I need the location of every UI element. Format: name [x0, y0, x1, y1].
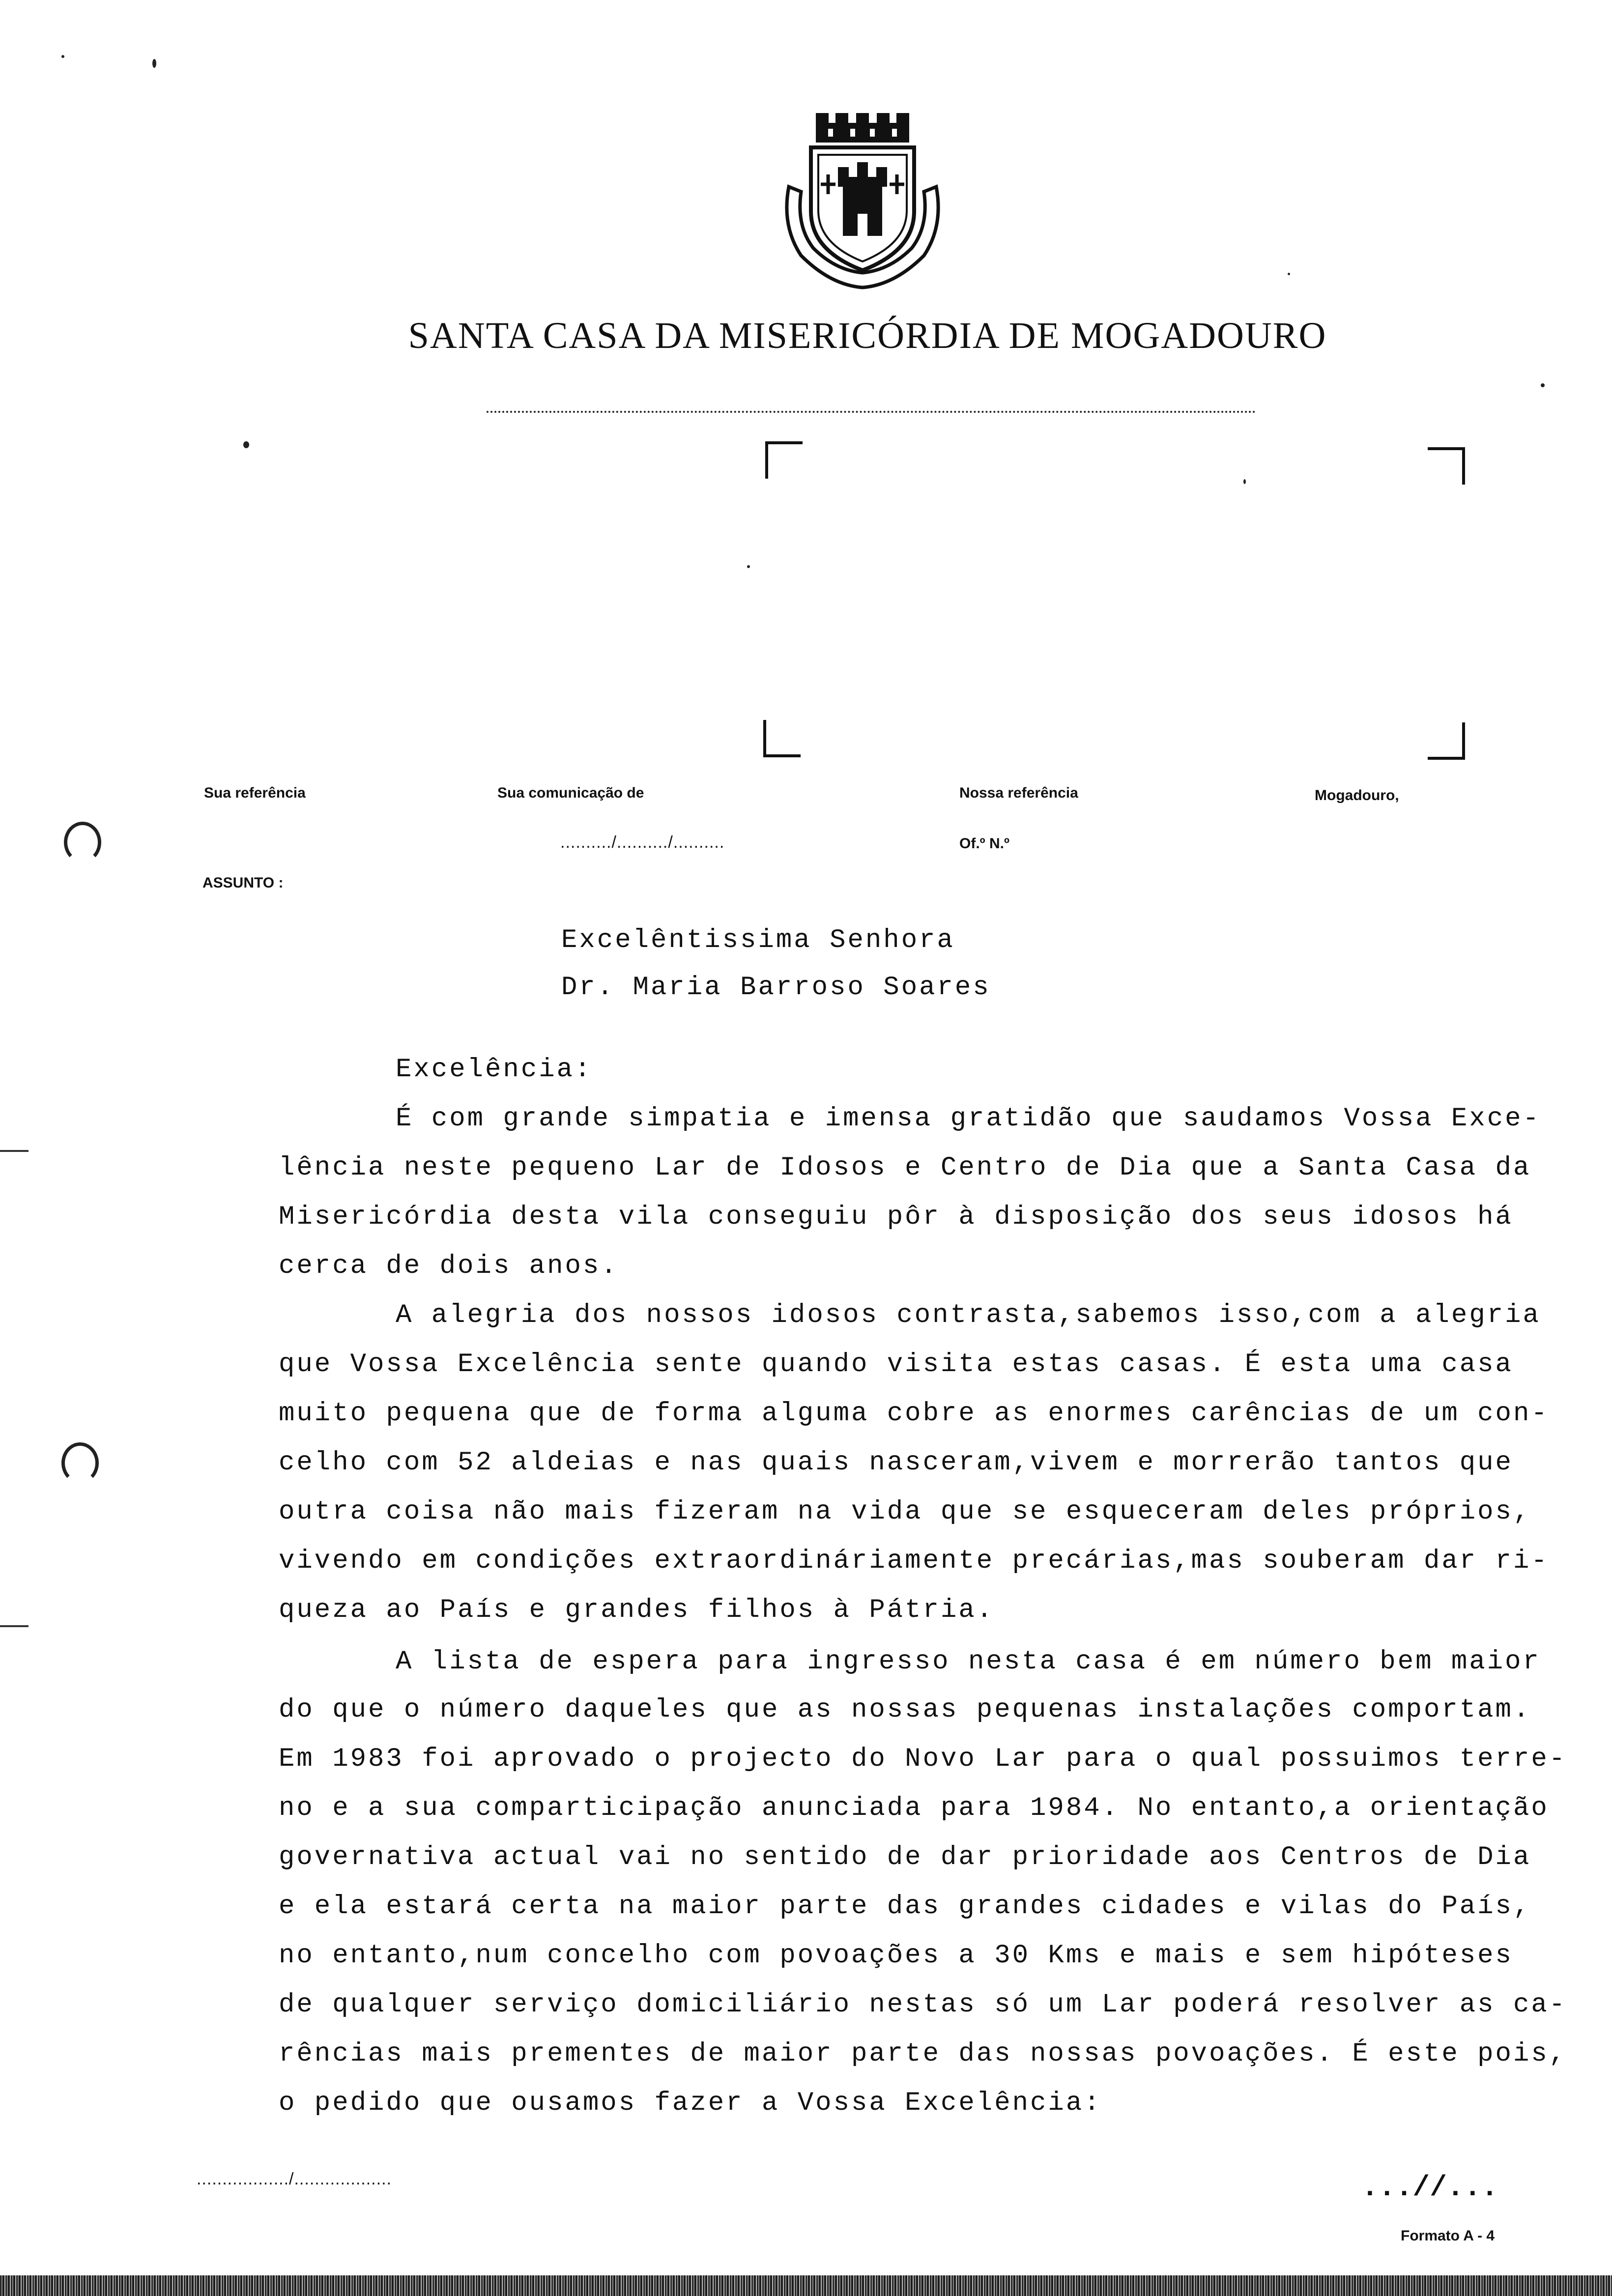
body-line: cerca de dois anos. — [279, 1251, 619, 1281]
body-line: Misericórdia desta vila conseguiu pôr à disposição dos seus idosos há — [279, 1202, 1513, 1232]
scan-speck — [243, 441, 249, 448]
address-window-corner-top-right — [1428, 447, 1465, 485]
scan-speck — [61, 55, 64, 58]
body-line: lência neste pequeno Lar de Idosos e Centro de Dia que a Santa Casa da — [279, 1153, 1531, 1183]
sua-comunicacao-label: Sua comunicação de — [497, 785, 644, 801]
scan-speck — [1288, 273, 1290, 275]
greeting: Excelência: — [396, 1055, 593, 1085]
organization-title: SANTA CASA DA MISERICÓRDIA DE MOGADOURO — [408, 315, 1327, 356]
title-dotted-rule — [487, 411, 1256, 413]
sua-referencia-label: Sua referência — [204, 785, 306, 801]
body-line: de qualquer serviço domiciliário nestas só um Lar poderá resolver as ca- — [279, 1990, 1567, 2020]
scan-edge-strip — [0, 2275, 1612, 2296]
paper-format-label: Formato A - 4 — [1401, 2228, 1495, 2244]
body-line: vivendo em condições extraordináriamente precárias,mas souberam dar ri- — [279, 1546, 1549, 1576]
scan-speck — [152, 59, 156, 68]
body-line: que Vossa Excelência sente quando visita estas casas. É esta uma casa — [279, 1349, 1513, 1379]
date-field: ........../........../.......... — [560, 833, 725, 852]
body-line: do que o número daqueles que as nossas pequenas instalações comportam. — [279, 1695, 1531, 1725]
body-line: governativa actual vai no sentido de dar prioridade aos Centros de Dia — [279, 1842, 1531, 1872]
body-line: queza ao País e grandes filhos à Pátria. — [279, 1595, 995, 1625]
body-line: muito pequena que de forma alguma cobre as enormes carências de um con- — [279, 1399, 1549, 1429]
margin-fold-mark — [0, 1625, 29, 1627]
address-window-corner-bottom-right — [1428, 722, 1465, 760]
body-line: o pedido que ousamos fazer a Vossa Excelência: — [279, 2088, 1102, 2118]
recipient-name: Dr. Maria Barroso Soares — [561, 973, 991, 1003]
body-line: É com grande simpatia e imensa gratidão que saudamos Vossa Exce- — [396, 1104, 1541, 1134]
punch-hole-top — [64, 822, 101, 863]
place-label: Mogadouro, — [1315, 787, 1399, 804]
assunto-label: ASSUNTO : — [202, 875, 284, 891]
address-window-corner-bottom-left — [763, 720, 801, 757]
address-window-corner-top-left — [765, 441, 803, 479]
body-line: Em 1983 foi aprovado o projecto do Novo Lar para o qual possuimos terre- — [279, 1744, 1567, 1774]
body-line: celho com 52 aldeias e nas quais nasceram,vivem e morrerão tantos que — [279, 1448, 1513, 1478]
coat-of-arms-icon — [781, 113, 944, 290]
continued-mark: ...//... — [1361, 2172, 1498, 2204]
scan-speck — [1243, 479, 1246, 484]
nossa-referencia-label: Nossa referência — [959, 785, 1078, 801]
body-line: e ela estará certa na maior parte das grandes cidades e vilas do País, — [279, 1892, 1531, 1922]
scan-speck — [1541, 383, 1545, 387]
body-line: rências mais prementes de maior parte das nossas povoações. É este pois, — [279, 2039, 1567, 2069]
punch-hole-bottom — [61, 1442, 99, 1484]
oficio-number-label: Of.º N.º — [959, 835, 1009, 852]
page-number-field: ................../................... — [197, 2170, 392, 2188]
body-line: outra coisa não mais fizeram na vida que se esqueceram deles próprios, — [279, 1497, 1531, 1527]
body-line: A lista de espera para ingresso nesta casa é em número bem maior — [396, 1647, 1541, 1677]
body-line: A alegria dos nossos idosos contrasta,sabemos isso,com a alegria — [396, 1300, 1541, 1330]
body-line: no entanto,num concelho com povoações a 30 Kms e mais e sem hipóteses — [279, 1941, 1513, 1971]
body-line: no e a sua comparticipação anunciada para 1984. No entanto,a orientação — [279, 1793, 1549, 1823]
recipient-title: Excelêntissima Senhora — [561, 925, 955, 955]
margin-fold-mark — [0, 1150, 29, 1152]
scan-speck — [747, 565, 750, 568]
